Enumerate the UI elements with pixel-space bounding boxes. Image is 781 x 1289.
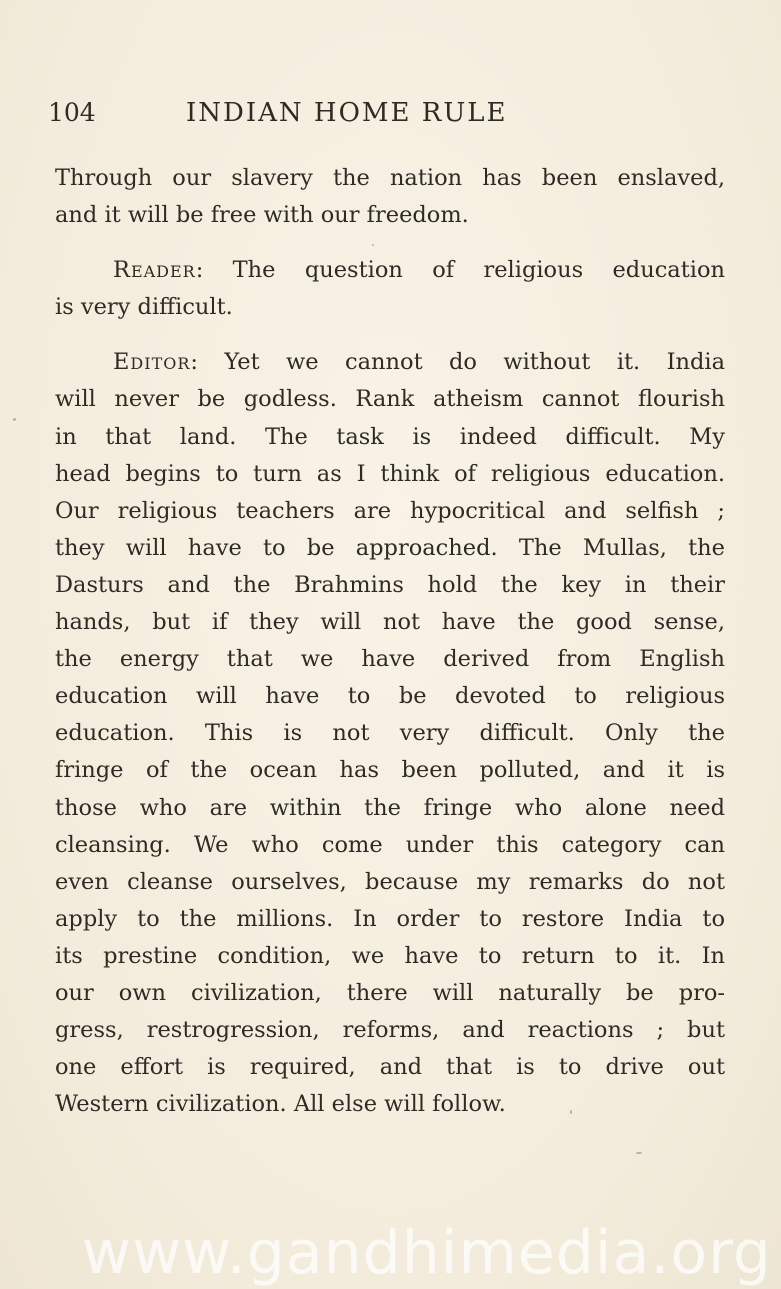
text-line: cleansing. We who come under this category can [55,831,725,858]
text-line: education will have to be devoted to religious [55,683,725,710]
text-line: is very difficult. [55,294,233,321]
text-line: the energy that we have derived from English [55,646,725,673]
print-speck [13,418,16,421]
print-speck [570,1110,572,1114]
speaker-reader: Reader [113,257,196,284]
text-line: apply to the millions. In order to restore India to [55,905,725,932]
speaker-text: : Yet we cannot do without it. India [190,349,725,376]
text-line: our own civilization, there will naturally be pro- [55,979,725,1006]
text-line: one effort is required, and that is to drive out [55,1054,725,1081]
print-speck [372,244,374,246]
watermark-text: www.gandhimedia.org [82,1218,772,1288]
text-line: hands, but if they will not have the good sense, [55,609,725,636]
text-line: education. This is not very difficult. Only the [55,720,725,747]
speaker-editor: Editor [113,349,191,376]
body-text [55,160,725,1123]
speaker-text: : The question of religious education [195,257,725,284]
text-line: gress, restrogression, reforms, and reactions ; but [55,1017,725,1044]
page-header [48,98,728,134]
text-line: fringe of the ocean has been polluted, and it is [55,757,725,784]
text-line: its prestine condition, we have to return to it. In [55,942,725,969]
text-line: in that land. The task is indeed difficult. My [55,423,725,450]
text-line: Our religious teachers are hypocritical and selfish ; [55,497,725,524]
text-line: Western civilization. All else will follow. [55,1091,506,1118]
text-line: they will have to be approached. The Mullas, the [55,534,725,561]
paragraph-gap [55,326,725,344]
text-line: head begins to turn as I think of religious education. [55,460,725,487]
print-speck [636,1152,642,1154]
text-line: those who are within the fringe who alone need [55,794,725,821]
text-line [55,344,725,381]
page-number: 104 [48,98,96,127]
text-line: even cleanse ourselves, because my remarks do not [55,868,725,895]
text-line: Through our slavery the nation has been enslaved, [55,165,725,191]
text-line: will never be godless. Rank atheism cannot flourish [55,386,725,413]
running-title: INDIAN HOME RULE [186,98,508,128]
text-line [55,252,725,289]
text-line: Dasturs and the Brahmins hold the key in their [55,571,725,598]
paragraph-gap [55,234,725,252]
text-line: and it will be free with our freedom. [55,202,469,229]
